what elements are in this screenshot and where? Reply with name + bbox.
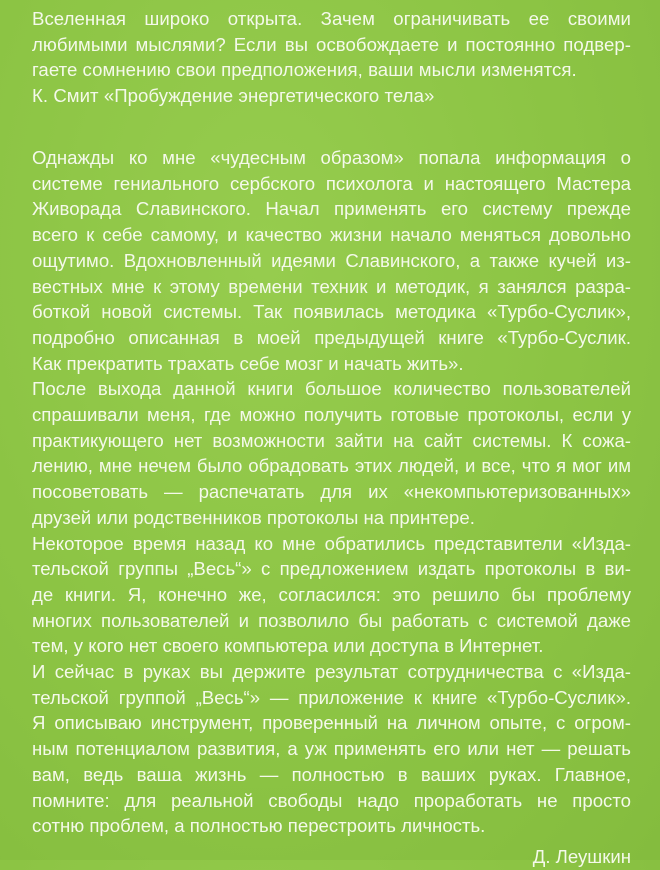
text-line: лению, мне нечем было обрадовать этих людей, и все, что я мог им (32, 455, 631, 477)
epigraph-line: гаете сомнению свои предположения, ваши мысли изменятся. (32, 59, 577, 80)
text-line: Живорада Славинского. Начал применять его систему прежде (32, 198, 631, 220)
text-line: вестных мне к этому времени техник и методик, я занялся разра- (32, 275, 631, 297)
text-line: тельской группы „Весь“» с предложением издать протоколы в ви- (32, 558, 631, 580)
epigraph-line: Вселенная широко открыта. Зачем ограничивать ее своими (32, 8, 631, 29)
text-line: помните: для реальной свободы надо проработать не просто (32, 789, 631, 811)
text-line: И сейчас в руках вы держите результат сотрудничества с «Изда- (32, 661, 631, 683)
text-line: де книги. Я, конечно же, согласился: это решило бы проблему (32, 583, 631, 605)
paragraph (32, 376, 631, 530)
epigraph-attribution: К. Смит «Пробуждение энергетического тела» (32, 84, 435, 106)
text-line: посоветовать — распечатать для их «некомпьютеризованных» (32, 481, 631, 503)
text-line: практикующего нет возможности зайти на сайт системы. К сожа- (32, 429, 631, 451)
text-line: подробно описанная в моей предыдущей книге «Турбо-Суслик. (32, 326, 631, 348)
text-line: всего к себе самому, и качество жизни начало меняться довольно (32, 224, 631, 246)
text-line: тем, у кого нет своего компьютера или доступа в Интернет. (32, 635, 544, 657)
text-line: системе гениального сербского психолога и настоящего Мастера (32, 172, 631, 194)
main-text (32, 145, 631, 870)
text-line: тельской группой „Весь“» — приложение к книге «Турбо-Суслик». (32, 686, 631, 708)
text-line: друзей или родственников протоколы на принтере. (32, 506, 475, 528)
text-line: Некоторое время назад ко мне обратились представители «Изда- (32, 532, 631, 554)
paragraph (32, 145, 631, 376)
epigraph (32, 6, 631, 108)
text-line: Однажды ко мне «чудесным образом» попала информация о (32, 147, 631, 168)
text-line: ным потенциалом развития, а уж применять его или нет — решать (32, 738, 631, 760)
epigraph-line: любимыми мыслями? Если вы освобождаете и постоянно подвер- (32, 33, 631, 55)
text-line: вам, ведь ваша жизнь — полностью в ваших руках. Главное, (32, 763, 631, 785)
text-line: многих пользователей и позволило бы работать с системой даже (32, 609, 631, 631)
text-line: спрашивали меня, где можно получить готовые протоколы, если у (32, 404, 631, 426)
text-line: ощутимо. Вдохновленный идеями Славинского, а также кучей из- (32, 249, 631, 271)
text-line: Я описываю инструмент, проверенный на личном опыте, с огром- (32, 712, 631, 734)
author-signature: Д. Леушкин (532, 845, 631, 867)
text-line: боткой новой системы. Так появилась методика «Турбо-Суслик», (32, 301, 631, 323)
text-line: Как прекратить трахать себе мозг и начать жить». (32, 352, 464, 374)
text-line: сотню проблем, а полностью перестроить личность. (32, 815, 486, 837)
text-line: После выхода данной книги большое количество пользователей (32, 378, 631, 400)
paragraph (32, 531, 631, 660)
paragraph (32, 659, 631, 839)
epigraph-quote (32, 6, 631, 83)
